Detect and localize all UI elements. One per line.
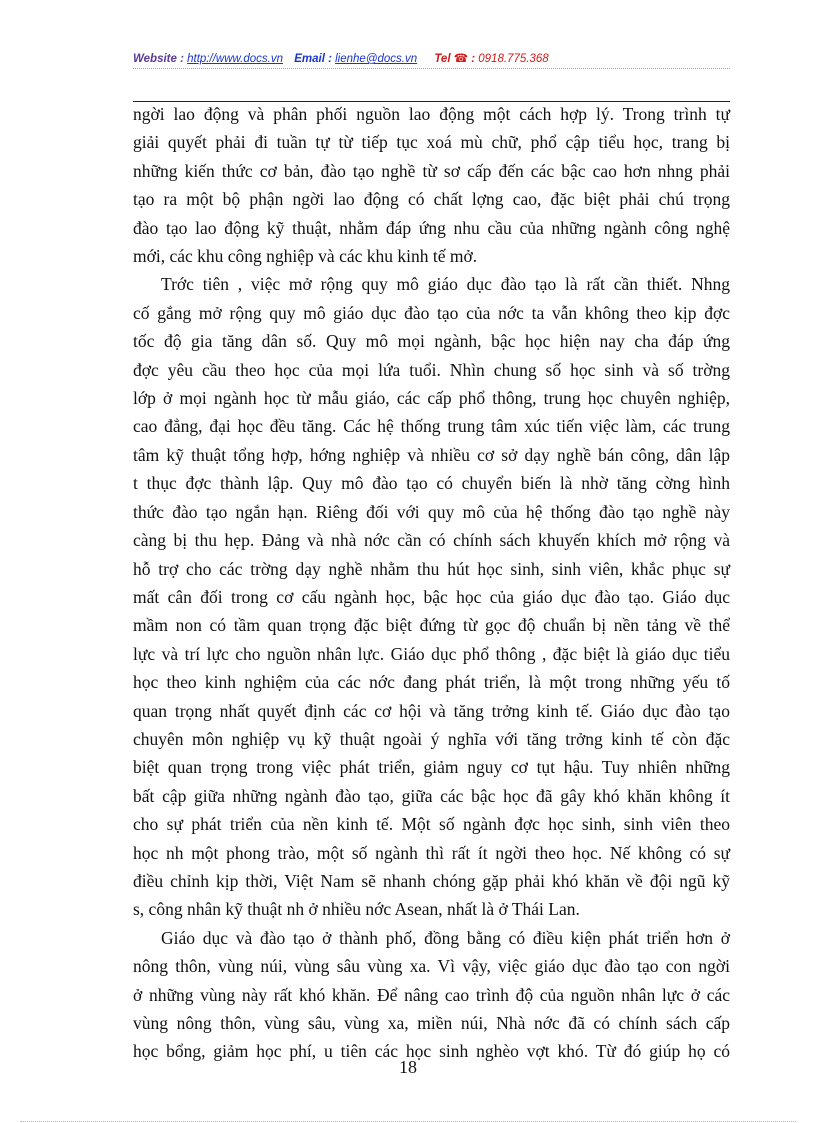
tel-label: Tel ☎ : bbox=[434, 53, 476, 65]
text-line: càng bị thu hẹp. Đảng và nhà nớc cần có chính sách khuyến khích mở rộng và bbox=[133, 530, 730, 551]
text-line: cố gắng mở rộng quy mô giáo dục đào tạo của nớc ta vẫn không theo kịp đợc bbox=[133, 302, 730, 323]
text-line: điều chỉnh kịp thời, Việt Nam sẽ nhanh chóng gặp phải khó khăn về đội ngũ kỹ bbox=[133, 870, 730, 891]
text-line: biệt quan trọng trong việc phát triển, giảm nguy cơ tụt hậu. Tuy nhiên những bbox=[133, 757, 730, 778]
text-line: thức đào tạo ngắn hạn. Riêng đối với quy mô của hệ thống đào tạo nghề này bbox=[133, 501, 730, 522]
tel-number: 0918.775.368 bbox=[478, 53, 549, 65]
paragraph-1 bbox=[133, 100, 730, 270]
text-line: chuyên môn nghiệp vụ kỹ thuật ngoài ý nghĩa với tăng trởng kinh tế còn đặc bbox=[133, 728, 730, 749]
text-line: vùng nông thôn, vùng sâu, vùng xa, miền núi, Nhà nớc đã có chính sách cấp bbox=[133, 1013, 730, 1033]
header-divider bbox=[133, 68, 730, 69]
text-line: học nh một phong trào, một số ngành thì rất ít ngời theo học. Nế không có sự bbox=[133, 842, 730, 863]
email-label: Email : bbox=[294, 53, 332, 65]
page-bottom-divider bbox=[20, 1121, 796, 1122]
website-label: Website : bbox=[133, 53, 184, 65]
text-line: cao đẳng, đại học đều tăng. Các hệ thống trung tâm xúc tiến việc làm, các trung bbox=[133, 416, 730, 437]
text-line: Giáo dục và đào tạo ở thành phố, đồng bằng có điều kiện phát triển hơn ở bbox=[161, 927, 730, 948]
paragraph-3 bbox=[133, 924, 730, 1066]
text-line: lực và trí lực cho nguồn nhân lực. Giáo dục phổ thông , đặc biệt là giáo dục tiểu bbox=[133, 643, 730, 664]
text-line: mầm non có tầm quan trọng đặc biệt đứng từ gọc độ chuẩn bị nền tảng về thể bbox=[133, 615, 730, 636]
text-line: mới, các khu công nghiệp và các khu kinh tế mở. bbox=[133, 246, 478, 267]
text-line: Trớc tiên , việc mở rộng quy mô giáo dục đào tạo là rất cần thiết. Nhng bbox=[161, 274, 730, 295]
text-line: mất cân đối trong cơ cấu ngành học, bậc học của giáo dục đào tạo. Giáo dục bbox=[133, 586, 730, 607]
text-line: học theo kinh nghiệm của các nớc đang phát triển, là một trong những yếu tố bbox=[133, 672, 730, 693]
text-line: ngời lao động và phân phối nguồn lao động một cách hợp lý. Trong trình tự bbox=[133, 104, 730, 124]
text-line: hỗ trợ cho các trờng dạy nghề nhằm thu hút học sinh, sinh viên, khắc phục sự bbox=[133, 558, 730, 579]
text-line: học bổng, giảm học phí, u tiên các học sinh nghèo vợt khó. Từ đó giúp họ có bbox=[133, 1041, 730, 1062]
page-number: 18 bbox=[399, 1057, 417, 1077]
paragraph-2 bbox=[133, 270, 730, 923]
text-line: tâm kỹ thuật tổng hợp, hớng nghiệp và nhiều cơ sở dạy nghề bán công, dân lập bbox=[133, 444, 730, 465]
document-body bbox=[133, 100, 730, 1066]
text-line: lớp ở mọi ngành học từ mẫu giáo, các cấp phổ thông, trung học chuyên nghiệp, bbox=[133, 388, 730, 409]
text-line: s, công nhân kỹ thuật nh ở nhiều nớc Asean, nhất là ở Thái Lan. bbox=[133, 899, 580, 920]
text-line: đợc yêu cầu theo học của mọi lứa tuổi. Nhìn chung số học sinh và số trờng bbox=[133, 359, 730, 380]
text-line: những kiến thức cơ bản, đào tạo nghề từ sơ cấp đến các bậc cao hơn nhng phải bbox=[133, 160, 730, 181]
text-line: bất cập giữa những ngành đào tạo, giữa các bậc học đã gây khó khăn không ít bbox=[133, 785, 730, 806]
text-line: quan trọng nhất quyết định các cơ hội và tăng trởng kinh tế. Giáo dục đào tạo bbox=[133, 700, 730, 721]
text-line: cho sự phát triển của nền kinh tế. Một số ngành đợc học sinh, sinh viên theo bbox=[133, 814, 730, 835]
website-link[interactable]: http://www.docs.vn bbox=[187, 53, 283, 65]
text-line: đào tạo lao động kỹ thuật, nhằm đáp ứng nhu cầu của những ngành công nghệ bbox=[133, 217, 730, 238]
text-line: ở những vùng này rất khó khăn. Để nâng cao trình độ của nguồn nhân lực ở các bbox=[133, 984, 730, 1005]
text-line: tốc độ gia tăng dân số. Quy mô mọi ngành, bậc học hiện nay cha đáp ứng bbox=[133, 331, 730, 352]
text-line: giải quyết phải đi tuần tự từ tiếp tục xoá mù chữ, phổ cập tiểu học, trang bị bbox=[133, 132, 730, 153]
text-line: tạo ra một bộ phận ngời lao động có chất lợng cao, đặc biệt phải chú trọng bbox=[133, 189, 730, 210]
text-line: nông thôn, vùng núi, vùng sâu vùng xa. Vì vậy, việc giáo dục đào tạo con ngời bbox=[133, 956, 730, 977]
email-link[interactable]: lienhe@docs.vn bbox=[335, 53, 418, 65]
text-line: t thục đợc thành lập. Quy mô đào tạo có chuyển biến là nhờ tăng cờng hình bbox=[133, 473, 730, 494]
